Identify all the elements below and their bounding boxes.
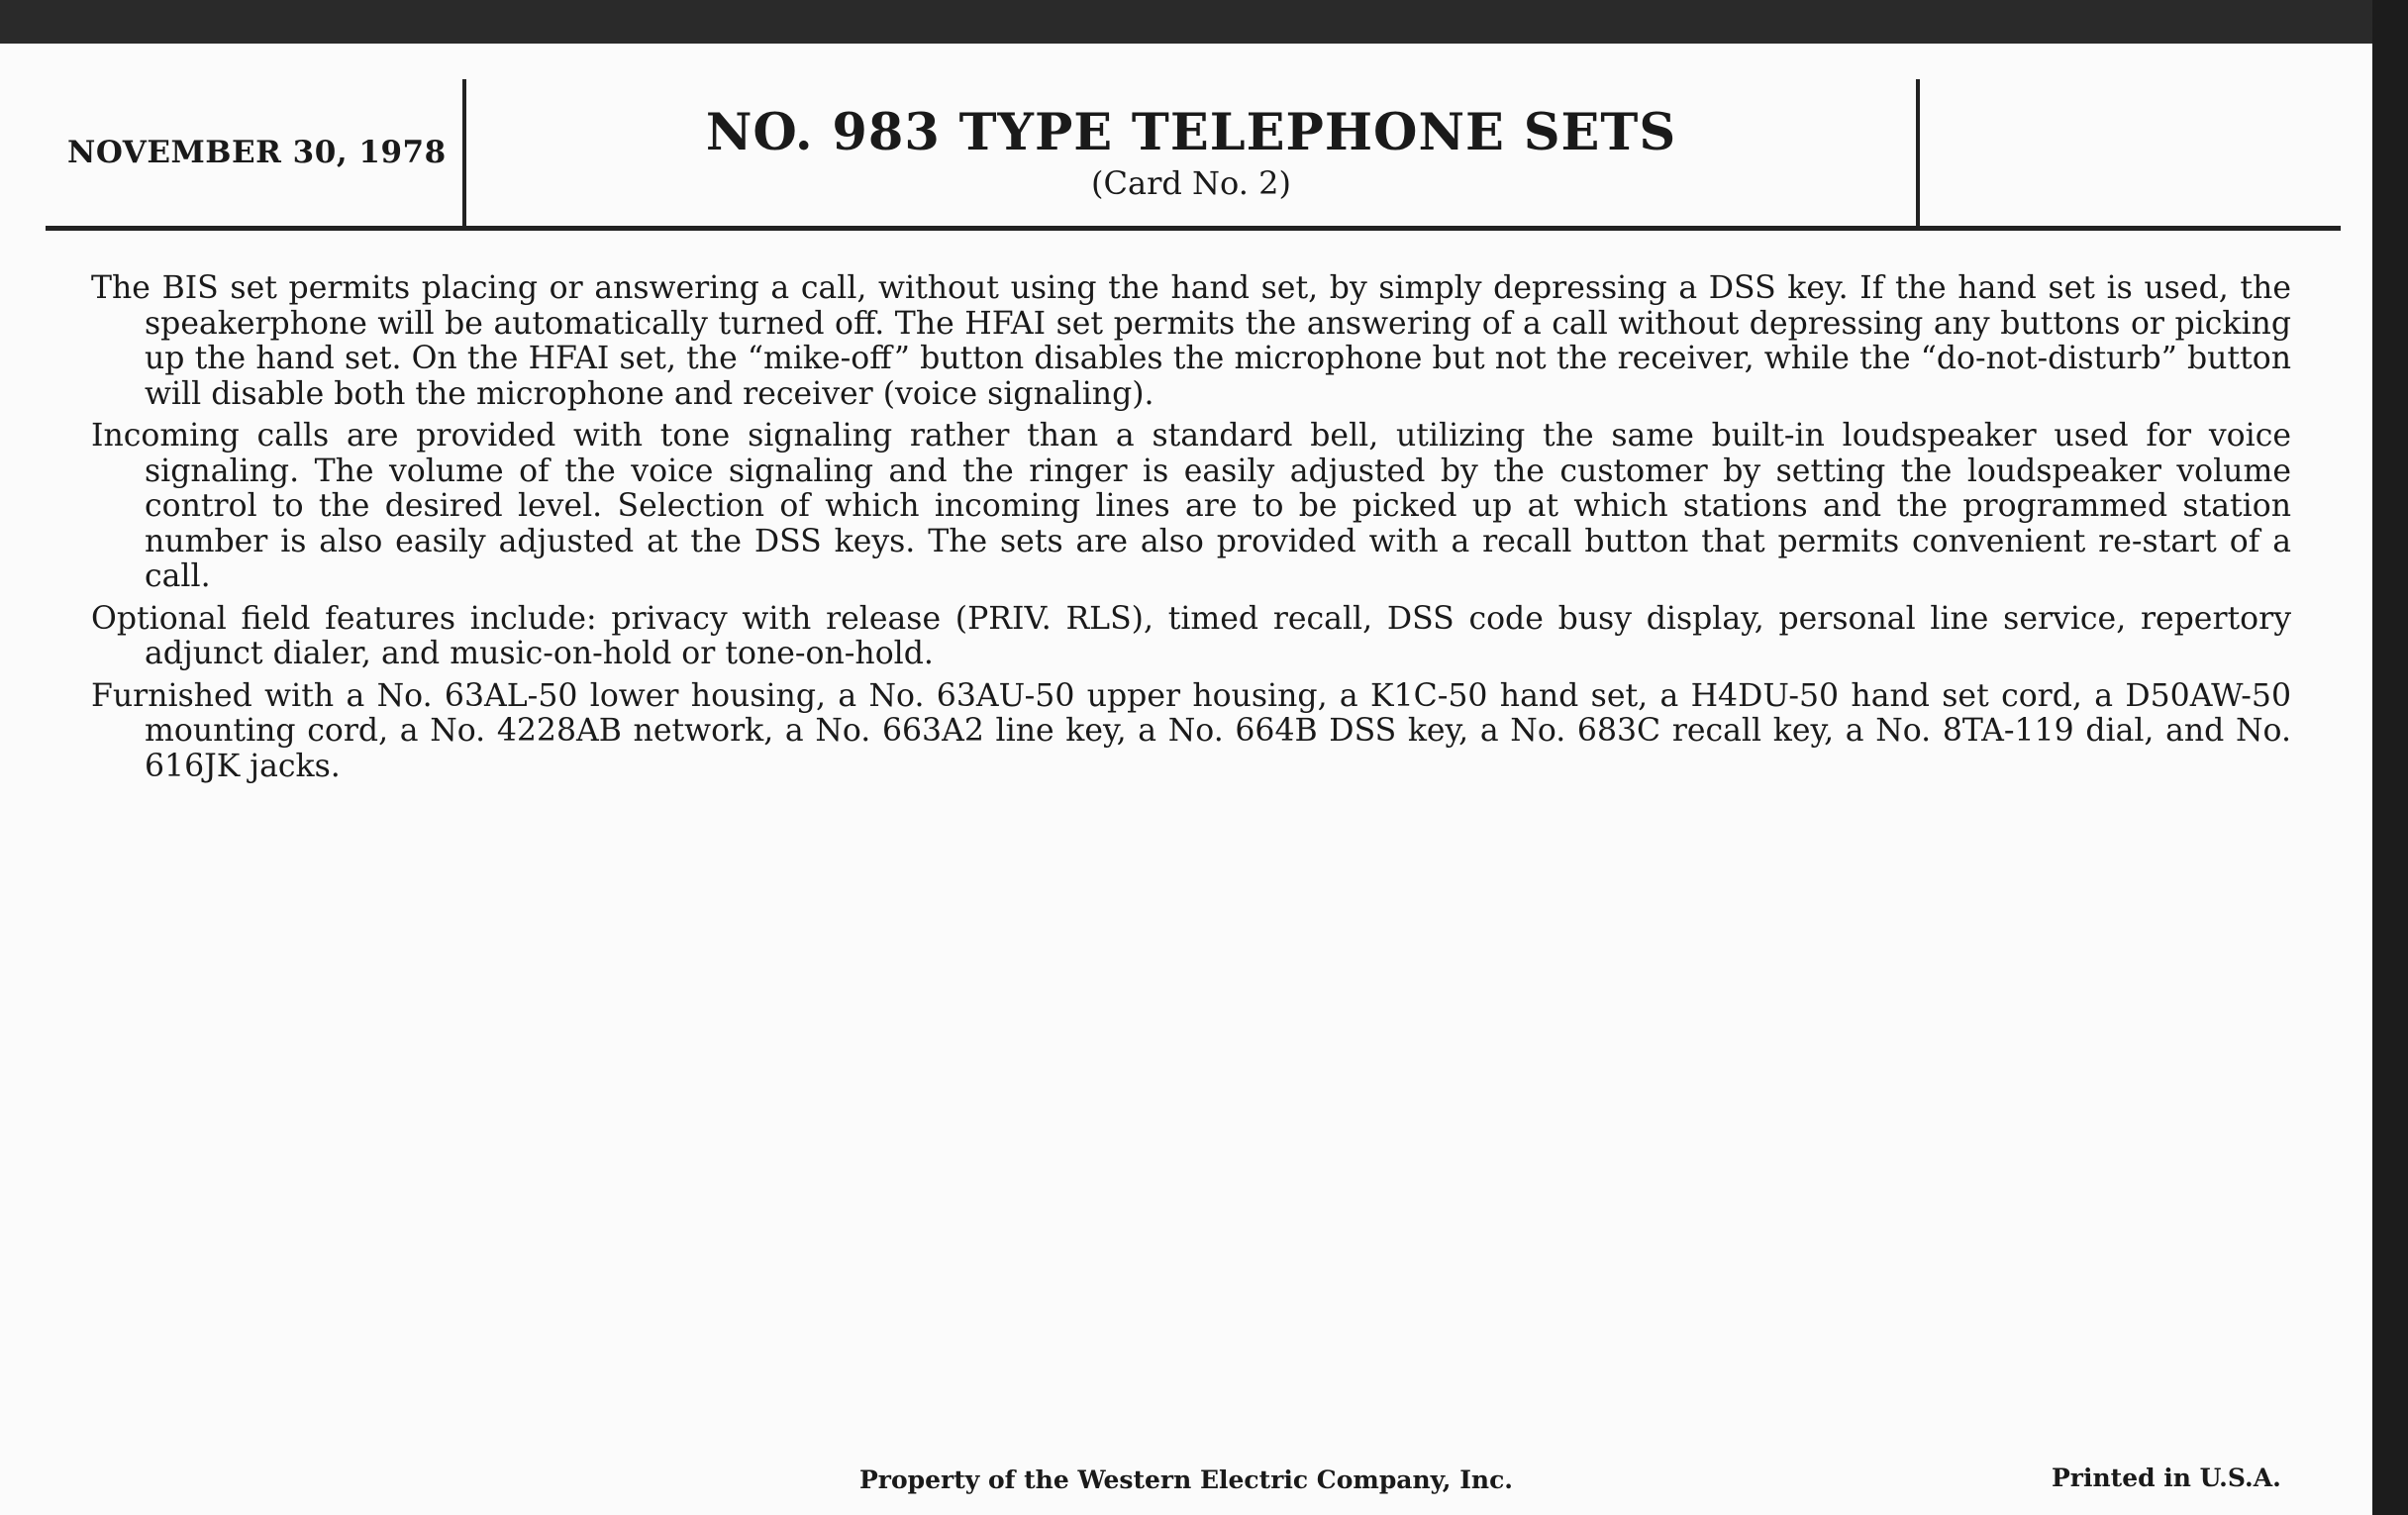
document-date: NOVEMBER 30, 1978 <box>67 135 447 170</box>
header-divider-right <box>1916 79 1920 228</box>
paragraph-optional-features: Optional field features include: privacy with release (PRIV. RLS), timed recall, DSS code busy display, personal line service, repertory adjunct dialer, and music-on-hold or tone-on-hold. <box>91 600 2291 671</box>
paragraph-furnished-with: Furnished with a No. 63AL-50 lower housing, a No. 63AU-50 upper housing, a K1C-50 hand set, a H4DU-50 hand set cord, a D50AW-50 mounting cord, a No. 4228AB network, a No. 663A2 line key, a No. 664B DSS key, a No. 683C recall key, a No. 8TA-119 dial, and No. 616JK jacks. <box>91 677 2291 784</box>
document-title: NO. 983 TYPE TELEPHONE SETS <box>705 103 1677 162</box>
header-rule <box>46 226 2341 231</box>
document-card <box>0 44 2372 1515</box>
footer-printed-notice: Printed in U.S.A. <box>2052 1464 2281 1492</box>
footer-property-notice: Property of the Western Electric Company, Inc. <box>859 1465 1514 1494</box>
document-body <box>91 271 2291 791</box>
scan-border <box>2372 0 2408 1515</box>
paragraph-speakerphone: The BIS set permits placing or answering a call, without using the hand set, by simply depressing a DSS key. If the hand set is used, the speakerphone will be automatically turned off. The HFAI set permits the answering of a call without depressing any buttons or picking up the hand set. On the HFAI set, the “mike-off” button disables the microphone but not the receiver, while the “do-not-disturb” button will disable both the microphone and receiver (voice signaling). <box>91 270 2291 412</box>
paragraph-tone-signaling: Incoming calls are provided with tone signaling rather than a standard bell, utilizing the same built-in loudspeaker used for voice signaling. The volume of the voice signaling and the ringer is easily adjusted by the customer by setting the loudspeaker volume control to the desired level. Selection of which incoming lines are to be picked up at which stations and the programmed station number is also easily adjusted at the DSS keys. The sets are also provided with a recall button that permits convenient re-start of a call. <box>91 418 2291 594</box>
card-number: (Card No. 2) <box>1091 164 1291 202</box>
